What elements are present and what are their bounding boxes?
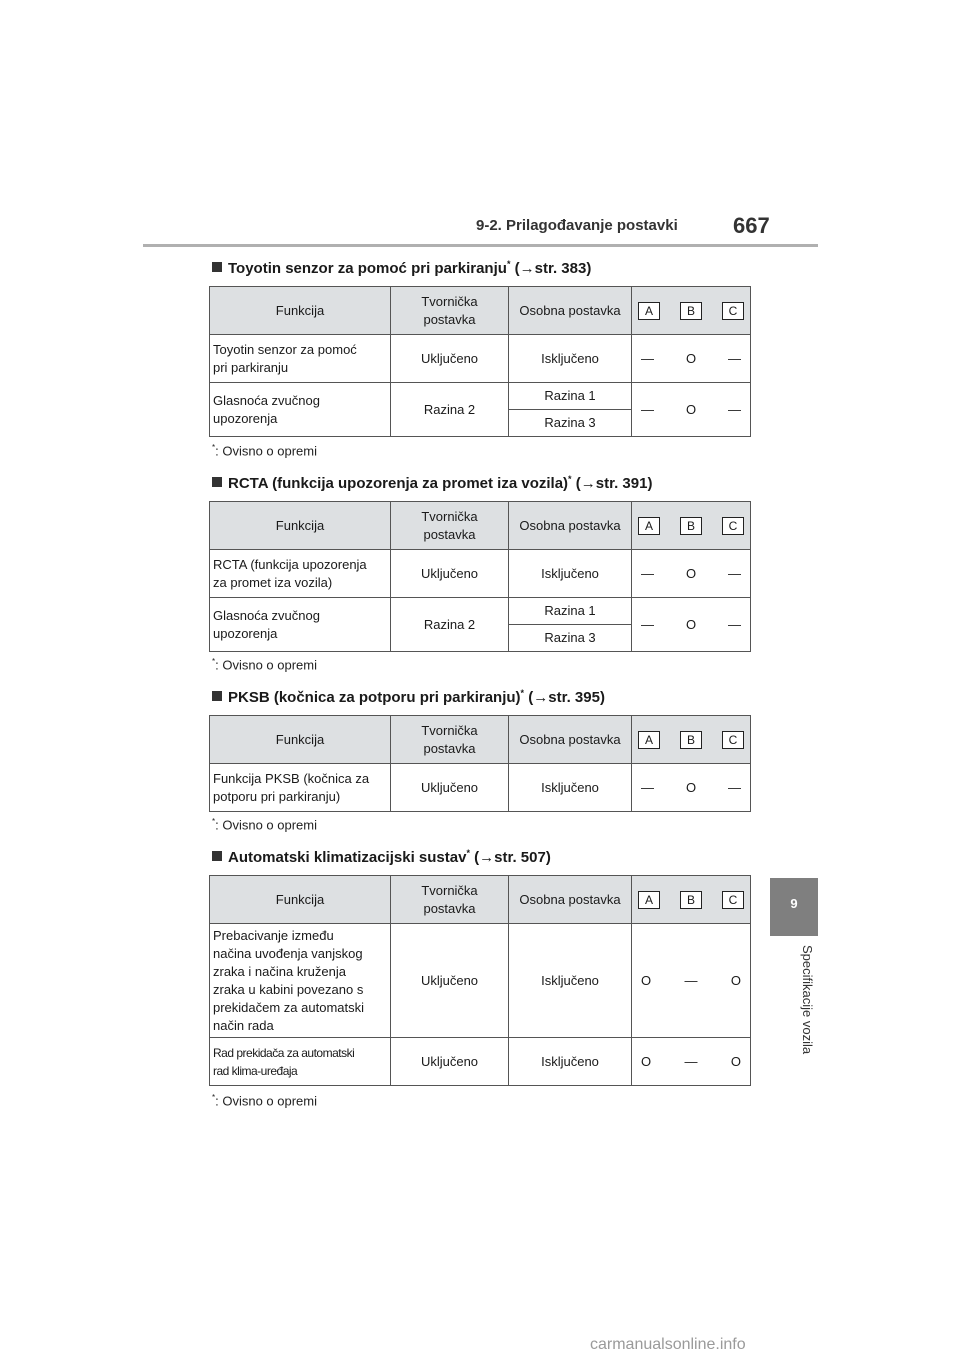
- a-box-icon: A: [638, 891, 660, 909]
- footnote: *: Ovisno o opremi: [212, 817, 318, 833]
- spec-table-pksb: [209, 715, 751, 812]
- personal-setting-cell: Razina 1: [509, 598, 632, 625]
- column-header-function: Funkcija: [210, 287, 391, 335]
- function-cell: Glasnoća zvučnog upozorenja: [210, 598, 391, 652]
- page-reference-link[interactable]: →str. 391: [580, 475, 648, 492]
- chapter-tab[interactable]: 9: [770, 878, 818, 936]
- spec-table-parking-sensor: [209, 286, 751, 437]
- column-header-factory: Tvornička postavka: [391, 287, 509, 335]
- column-header-function: Funkcija: [210, 876, 391, 924]
- personal-setting-cell: Razina 3: [509, 625, 632, 652]
- column-header-abc: [632, 287, 751, 335]
- b-box-icon: B: [680, 891, 702, 909]
- a-box-icon: A: [638, 517, 660, 535]
- c-box-icon: C: [722, 731, 744, 749]
- personal-setting-cell: Isključeno: [509, 764, 632, 812]
- factory-setting-cell: Uključeno: [391, 1038, 509, 1086]
- personal-setting-cell: Razina 3: [509, 410, 632, 437]
- table-row: [210, 335, 751, 383]
- b-box-icon: B: [680, 302, 702, 320]
- personal-setting-cell: Isključeno: [509, 1038, 632, 1086]
- abc-cell: O — O: [632, 1038, 751, 1086]
- personal-setting-cell: Isključeno: [509, 335, 632, 383]
- function-cell: Toyotin senzor za pomoć pri parkiranju: [210, 335, 391, 383]
- column-header-personal: Osobna postavka: [509, 876, 632, 924]
- a-box-icon: A: [638, 302, 660, 320]
- footnote: *: Ovisno o opremi: [212, 657, 318, 673]
- table-row: [210, 924, 751, 1038]
- column-header-function: Funkcija: [210, 716, 391, 764]
- abc-cell: — O —: [632, 550, 751, 598]
- b-box-icon: B: [680, 731, 702, 749]
- factory-setting-cell: Razina 2: [391, 383, 509, 437]
- factory-setting-cell: Razina 2: [391, 598, 509, 652]
- abc-cell: — O —: [632, 335, 751, 383]
- page-reference-link[interactable]: →str. 383: [519, 260, 587, 277]
- abc-cell: — O —: [632, 383, 751, 437]
- page-reference-link[interactable]: →str. 507: [479, 849, 546, 866]
- bullet-icon: [212, 262, 222, 272]
- personal-setting-cell: Razina 1: [509, 383, 632, 410]
- bullet-icon: [212, 477, 222, 487]
- function-cell: Glasnoća zvučnog upozorenja: [210, 383, 391, 437]
- b-box-icon: B: [680, 517, 702, 535]
- spec-table-climate: [209, 875, 751, 1086]
- page-reference-link[interactable]: →str. 395: [533, 689, 600, 706]
- page-number: 667: [733, 213, 770, 238]
- personal-setting-cell: Isključeno: [509, 550, 632, 598]
- c-box-icon: C: [722, 302, 744, 320]
- footnote: *: Ovisno o opremi: [212, 443, 318, 459]
- table-row: [210, 764, 751, 812]
- function-cell: Rad prekidača za automatski rad klima-uređaja: [210, 1038, 391, 1086]
- section-title-climate: Automatski klimatizacijski sustav* (→str. 507): [212, 848, 551, 866]
- column-header-factory: Tvornička postavka: [391, 876, 509, 924]
- column-header-abc: [632, 876, 751, 924]
- table-row: [210, 598, 751, 625]
- section-title-rcta: RCTA (funkcija upozorenja za promet iza vozila)* (→str. 391): [212, 474, 652, 492]
- column-header-personal: Osobna postavka: [509, 716, 632, 764]
- column-header-personal: Osobna postavka: [509, 502, 632, 550]
- header-rule: [143, 244, 818, 247]
- spec-table-rcta: [209, 501, 751, 652]
- factory-setting-cell: Uključeno: [391, 924, 509, 1038]
- chapter-side-label: Specifikacije vozila: [800, 945, 815, 1055]
- function-cell: Funkcija PKSB (kočnica za potporu pri parkiranju): [210, 764, 391, 812]
- table-row: [210, 550, 751, 598]
- footnote: *: Ovisno o opremi: [212, 1093, 318, 1109]
- column-header-factory: Tvornička postavka: [391, 502, 509, 550]
- c-box-icon: C: [722, 517, 744, 535]
- section-title-parking-sensor: Toyotin senzor za pomoć pri parkiranju* (→str. 383): [212, 259, 591, 277]
- personal-setting-cell: Isključeno: [509, 924, 632, 1038]
- column-header-personal: Osobna postavka: [509, 287, 632, 335]
- a-box-icon: A: [638, 731, 660, 749]
- column-header-factory: Tvornička postavka: [391, 716, 509, 764]
- header-section-title: 9-2. Prilagođavanje postavki: [476, 217, 678, 234]
- column-header-function: Funkcija: [210, 502, 391, 550]
- abc-cell: — O —: [632, 764, 751, 812]
- section-title-pksb: PKSB (kočnica za potporu pri parkiranju)* (→str. 395): [212, 688, 605, 706]
- bullet-icon: [212, 691, 222, 701]
- table-row: [210, 383, 751, 410]
- column-header-abc: [632, 716, 751, 764]
- function-cell: Prebacivanje između načina uvođenja vanjskog zraka i načina kruženja zraka u kabini povezano s prekidačem za automatski način rada: [210, 924, 391, 1038]
- factory-setting-cell: Uključeno: [391, 764, 509, 812]
- abc-cell: — O —: [632, 598, 751, 652]
- factory-setting-cell: Uključeno: [391, 550, 509, 598]
- abc-cell: O — O: [632, 924, 751, 1038]
- bullet-icon: [212, 851, 222, 861]
- factory-setting-cell: Uključeno: [391, 335, 509, 383]
- function-cell: RCTA (funkcija upozorenja za promet iza vozila): [210, 550, 391, 598]
- column-header-abc: [632, 502, 751, 550]
- watermark: carmanualsonline.info: [590, 1336, 746, 1353]
- c-box-icon: C: [722, 891, 744, 909]
- table-row: [210, 1038, 751, 1086]
